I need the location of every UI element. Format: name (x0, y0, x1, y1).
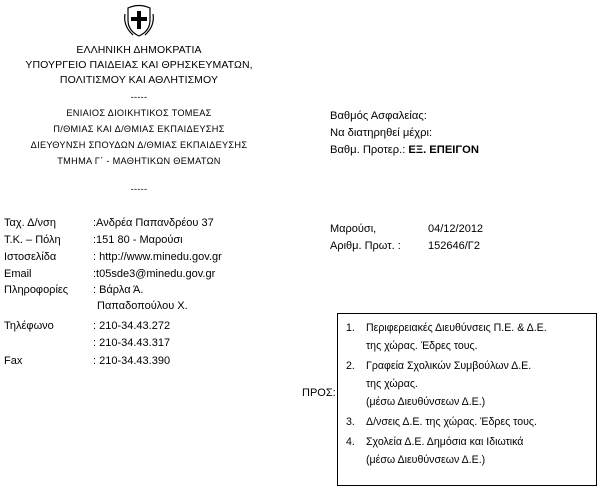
header-ministry-line-1: ΥΠΟΥΡΓΕΙΟ ΠΑΙΔΕΙΑΣ ΚΑΙ ΘΡΗΣΚΕΥΜΑΤΩΝ, (25, 59, 253, 71)
recipient-line: Δ/νσεις Δ.Ε. της χώρας. Έδρες τους. (366, 416, 537, 428)
priority-label: Βαθμ. Προτερ.: (330, 144, 409, 156)
recipient-item (338, 320, 596, 354)
recipients-list (338, 320, 596, 468)
recipient-line: της χώρας. (366, 378, 418, 390)
recipient-number: 4. (346, 436, 355, 448)
zip-city-label: Τ.Κ. – Πόλη (4, 234, 61, 246)
address-label: Ταχ. Δ/νση (4, 217, 56, 229)
website-label: Ιστοσελίδα (4, 251, 57, 263)
header-divider-2: ----- (130, 184, 148, 194)
priority-value: ΕΞ. ΕΠΕΙΓΟΝ (408, 144, 479, 156)
protocol-number: 152646/Γ2 (428, 240, 480, 252)
header-country: ΕΛΛΗΝΙΚΗ ΔΗΜΟΚΡΑΤΙΑ (76, 44, 202, 56)
recipient-item (338, 358, 596, 410)
phone-value-1: : 210-34.43.272 (93, 320, 171, 332)
recipient-number: 3. (346, 416, 355, 428)
phone-label: Τηλέφωνο (4, 320, 54, 332)
info-contact-2: Παπαδοπούλου Χ. (97, 300, 188, 312)
priority-line (330, 144, 479, 156)
protocol-label: Αριθμ. Πρωτ. : (330, 240, 401, 252)
recipient-number: 1. (346, 322, 355, 334)
address-value: :Ανδρέα Παπανδρέου 37 (93, 217, 214, 229)
document-date: 04/12/2012 (428, 223, 484, 235)
zip-city-value: :151 80 - Μαρούσι (93, 234, 183, 246)
place-label: Μαρούσι, (330, 223, 377, 235)
header-directorate: ΔΙΕΥΘΥΝΣΗ ΣΠΟΥΔΩΝ Δ/ΘΜΙΑΣ ΕΚΠΑΙΔΕΥΣΗΣ (30, 140, 248, 150)
security-level-label: Βαθμός Ασφαλείας: (330, 110, 427, 122)
info-label: Πληροφορίες (4, 284, 69, 296)
recipient-line: Περιφερειακές Διευθύνσεις Π.Ε. & Δ.Ε. (366, 322, 547, 334)
recipient-line: της χώρας. Έδρες τους. (366, 340, 478, 352)
header-ministry-line-2: ΠΟΛΙΤΙΣΜΟΥ ΚΑΙ ΑΘΛΗΤΙΣΜΟΥ (59, 74, 219, 86)
recipients-label: ΠΡΟΣ: (302, 387, 336, 399)
header-sector: ΕΝΙΑΙΟΣ ΔΙΟΙΚΗΤΙΚΟΣ ΤΟΜΕΑΣ (66, 108, 212, 118)
recipient-number: 2. (346, 360, 355, 372)
website-link[interactable]: : http://www.minedu.gov.gr (93, 251, 222, 263)
header-divider-1: ----- (130, 92, 148, 102)
email-label: Email (4, 268, 32, 280)
header-department: ΤΜΗΜΑ Γ΄ - ΜΑΘΗΤΙΚΩΝ ΘΕΜΑΤΩΝ (57, 156, 221, 166)
info-contact-1: : Βάρλα Ά. (93, 284, 144, 296)
recipient-item (338, 414, 596, 430)
keep-until-label: Να διατηρηθεί μέχρι: (330, 127, 433, 139)
phone-value-2: : 210-34.43.317 (93, 337, 171, 349)
recipient-line: (μέσω Διευθύνσεων Δ.Ε.) (366, 454, 486, 466)
recipient-line: Σχολεία Δ.Ε. Δημόσια και Ιδιωτικά (366, 436, 524, 448)
recipients-box (337, 313, 597, 486)
recipient-line: Γραφεία Σχολικών Συμβούλων Δ.Ε. (366, 360, 532, 372)
fax-label: Fax (4, 355, 23, 367)
fax-value: : 210-34.43.390 (93, 355, 171, 367)
recipient-line: (μέσω Διευθύνσεων Δ.Ε.) (366, 396, 486, 408)
recipient-item (338, 434, 596, 468)
email-link[interactable]: :t05sde3@minedu.gov.gr (93, 268, 216, 280)
header-education-levels: Π/ΘΜΙΑΣ ΚΑΙ Δ/ΘΜΙΑΣ ΕΚΠΑΙΔΕΥΣΗΣ (53, 124, 225, 134)
greek-coat-of-arms-icon (124, 4, 154, 38)
